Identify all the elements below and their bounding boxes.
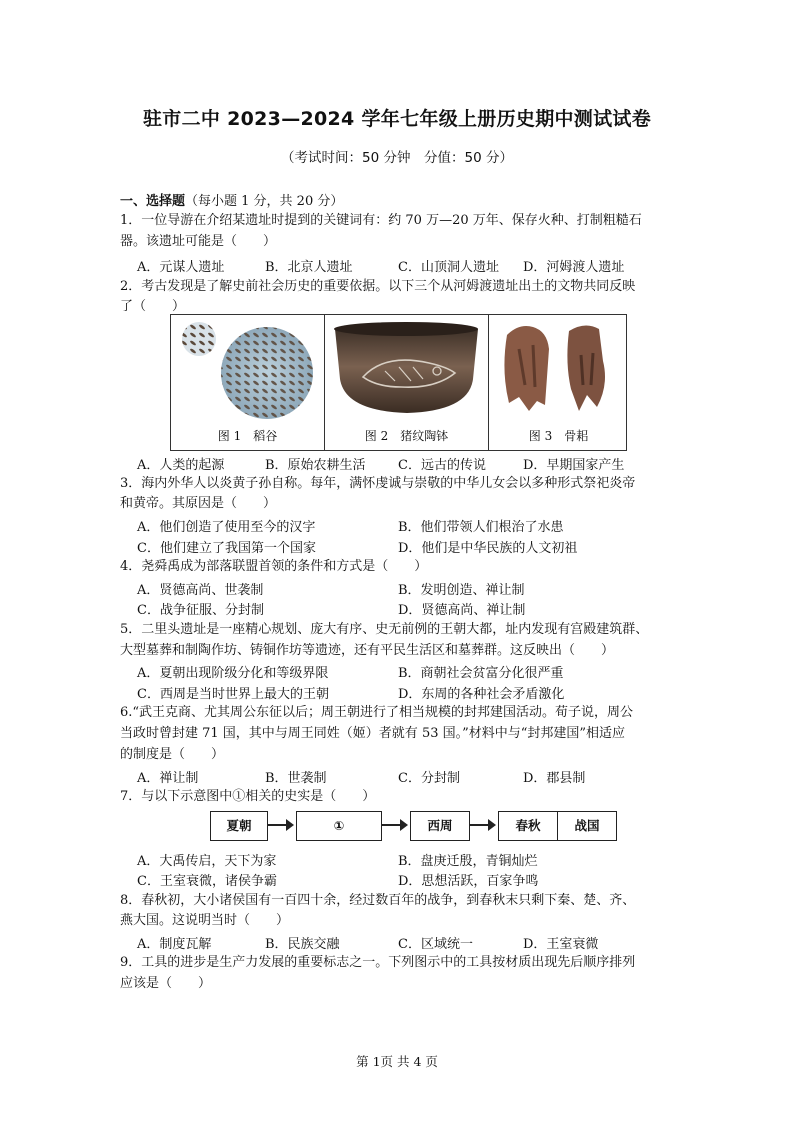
q3-stem-line1: 3．海内外华人以炎黄子孙自称。每年，满怀虔诚与崇敬的中华儿女会以多种形式祭祀炎帝 <box>120 476 636 491</box>
q2-figure-table <box>170 314 627 451</box>
exam-subtitle: （考试时间：50 分钟 分值：50 分） <box>281 150 513 166</box>
timeline-box-spring-autumn: 春秋 <box>498 811 558 841</box>
q5-stem-line2: 大型墓葬和制陶作坊、铸铜作坊等遗迹，还有平民生活区和墓葬群。这反映出（ ） <box>120 643 615 658</box>
q9-stem-line2: 应该是（ ） <box>120 976 212 991</box>
q6-option-d: D．郡县制 <box>523 771 586 786</box>
figure-2-caption: 图 2 猪纹陶钵 <box>364 429 449 443</box>
q1-option-b: B．北京人遗址 <box>265 260 353 275</box>
q2-option-d: D．早期国家产生 <box>523 458 625 473</box>
section-title: 一、选择题 <box>120 194 186 209</box>
q4-stem-line1: 4．尧舜禹成为部落联盟首领的条件和方式是（ ） <box>120 559 428 574</box>
timeline-arrow <box>470 824 494 826</box>
q7-option-d: D．思想活跃，百家争鸣 <box>398 874 539 889</box>
figure-rice-cell <box>171 315 325 450</box>
q8-option-b: B．民族交融 <box>265 937 340 952</box>
figure-3-caption: 图 3 骨耜 <box>528 429 589 443</box>
q7-stem-line1: 7．与以下示意图中①相关的史实是（ ） <box>120 789 376 804</box>
q5-option-c: C．西周是当时世界上最大的王朝 <box>137 687 329 702</box>
figure-1-caption: 图 1 稻谷 <box>217 429 278 443</box>
q6-stem-line3: 的制度是（ ） <box>120 747 225 762</box>
q5-option-b: B．商朝社会贫富分化很严重 <box>398 666 564 681</box>
q1-option-c: C．山顶洞人遗址 <box>398 260 499 275</box>
timeline-box-blank: ① <box>296 811 382 841</box>
q7-option-c: C．王室衰微，诸侯争霸 <box>137 874 277 889</box>
q6-option-a: A．禅让制 <box>137 771 199 786</box>
q2-option-b: B．原始农耕生活 <box>265 458 366 473</box>
exam-title: 驻市二中 2023—2024 学年七年级上册历史期中测试试卷 <box>143 108 651 130</box>
figure-pottery-cell <box>325 315 489 450</box>
q6-option-b: B．世袭制 <box>265 771 327 786</box>
q4-option-b: B．发明创造、禅让制 <box>398 583 525 598</box>
q1-option-a: A．元谋人遗址 <box>137 260 225 275</box>
q5-option-a: A．夏朝出现阶级分化和等级界限 <box>137 666 329 681</box>
q8-stem-line1: 8．春秋初，大小诸侯国有一百四十余，经过数百年的战争，到春秋末只剩下秦、楚、齐、 <box>120 893 636 908</box>
q2-stem-line2: 了（ ） <box>120 299 186 314</box>
q7-option-a: A．大禹传启，天下为家 <box>137 854 277 869</box>
q7-option-b: B．盘庚迁殷，青铜灿烂 <box>398 854 538 869</box>
q4-option-d: D．贤德高尚、禅让制 <box>398 603 526 618</box>
q6-stem-line1: 6.“武王克商、尤其周公东征以后；周王朝进行了相当规模的封邦建国活动。荀子说，周公 <box>120 705 634 720</box>
q3-stem-line2: 和黄帝。其原因是（ ） <box>120 496 277 511</box>
q8-stem-line2: 燕大国。这说明当时（ ） <box>120 913 290 928</box>
section-heading <box>120 190 343 209</box>
q2-option-a: A．人类的起源 <box>137 458 225 473</box>
bone-spade-image <box>489 315 628 425</box>
timeline-arrow <box>268 824 292 826</box>
q1-stem-line2: 器。该遗址可能是（ ） <box>120 234 277 249</box>
q6-option-c: C．分封制 <box>398 771 460 786</box>
q1-stem-line1: 1．一位导游在介绍某遗址时提到的关键词有：约 70 万—20 万年、保存火种、打制粗糙石 <box>120 213 642 228</box>
q8-option-d: D．王室衰微 <box>523 937 599 952</box>
figure-bone-cell <box>489 315 628 450</box>
q5-stem-line1: 5．二里头遗址是一座精心规划、庞大有序、史无前例的王朝大都，址内发现有宫殿建筑群、 <box>120 622 649 637</box>
q3-option-d: D．他们是中华民族的人文初祖 <box>398 541 578 556</box>
q2-option-c: C．远古的传说 <box>398 458 486 473</box>
rice-grains-image <box>171 315 324 425</box>
q2-stem-line1: 2．考古发现是了解史前社会历史的重要依据。以下三个从河姆渡遗址出土的文物共同反映 <box>120 279 636 294</box>
page-footer: 第 1页 共 4 页 <box>356 1054 438 1069</box>
timeline-arrow <box>382 824 406 826</box>
q8-option-c: C．区域统一 <box>398 937 473 952</box>
q1-option-d: D．河姆渡人遗址 <box>523 260 625 275</box>
timeline-box-xia: 夏朝 <box>210 811 268 841</box>
q4-option-a: A．贤德高尚、世袭制 <box>137 583 264 598</box>
q4-option-c: C．战争征服、分封制 <box>137 603 264 618</box>
q5-option-d: D．东周的各种社会矛盾激化 <box>398 687 565 702</box>
q3-option-c: C．他们建立了我国第一个国家 <box>137 541 316 556</box>
q3-option-b: B．他们带领人们根治了水患 <box>398 520 564 535</box>
q3-option-a: A．他们创造了使用至今的汉字 <box>137 520 316 535</box>
q9-stem-line1: 9．工具的进步是生产力发展的重要标志之一。下列图示中的工具按材质出现先后顺序排列 <box>120 955 636 970</box>
q6-stem-line2: 当政时曾封建 71 国，其中与周王同姓（姬）者就有 53 国。”材料中与“封邦建国”相适应 <box>120 726 626 741</box>
timeline-box-western-zhou: 西周 <box>410 811 470 841</box>
pig-pottery-bowl-image <box>325 315 488 427</box>
q8-option-a: A．制度瓦解 <box>137 937 212 952</box>
section-note: （每小题 1 分，共 20 分） <box>185 194 344 209</box>
timeline-box-warring-states: 战国 <box>557 811 617 841</box>
